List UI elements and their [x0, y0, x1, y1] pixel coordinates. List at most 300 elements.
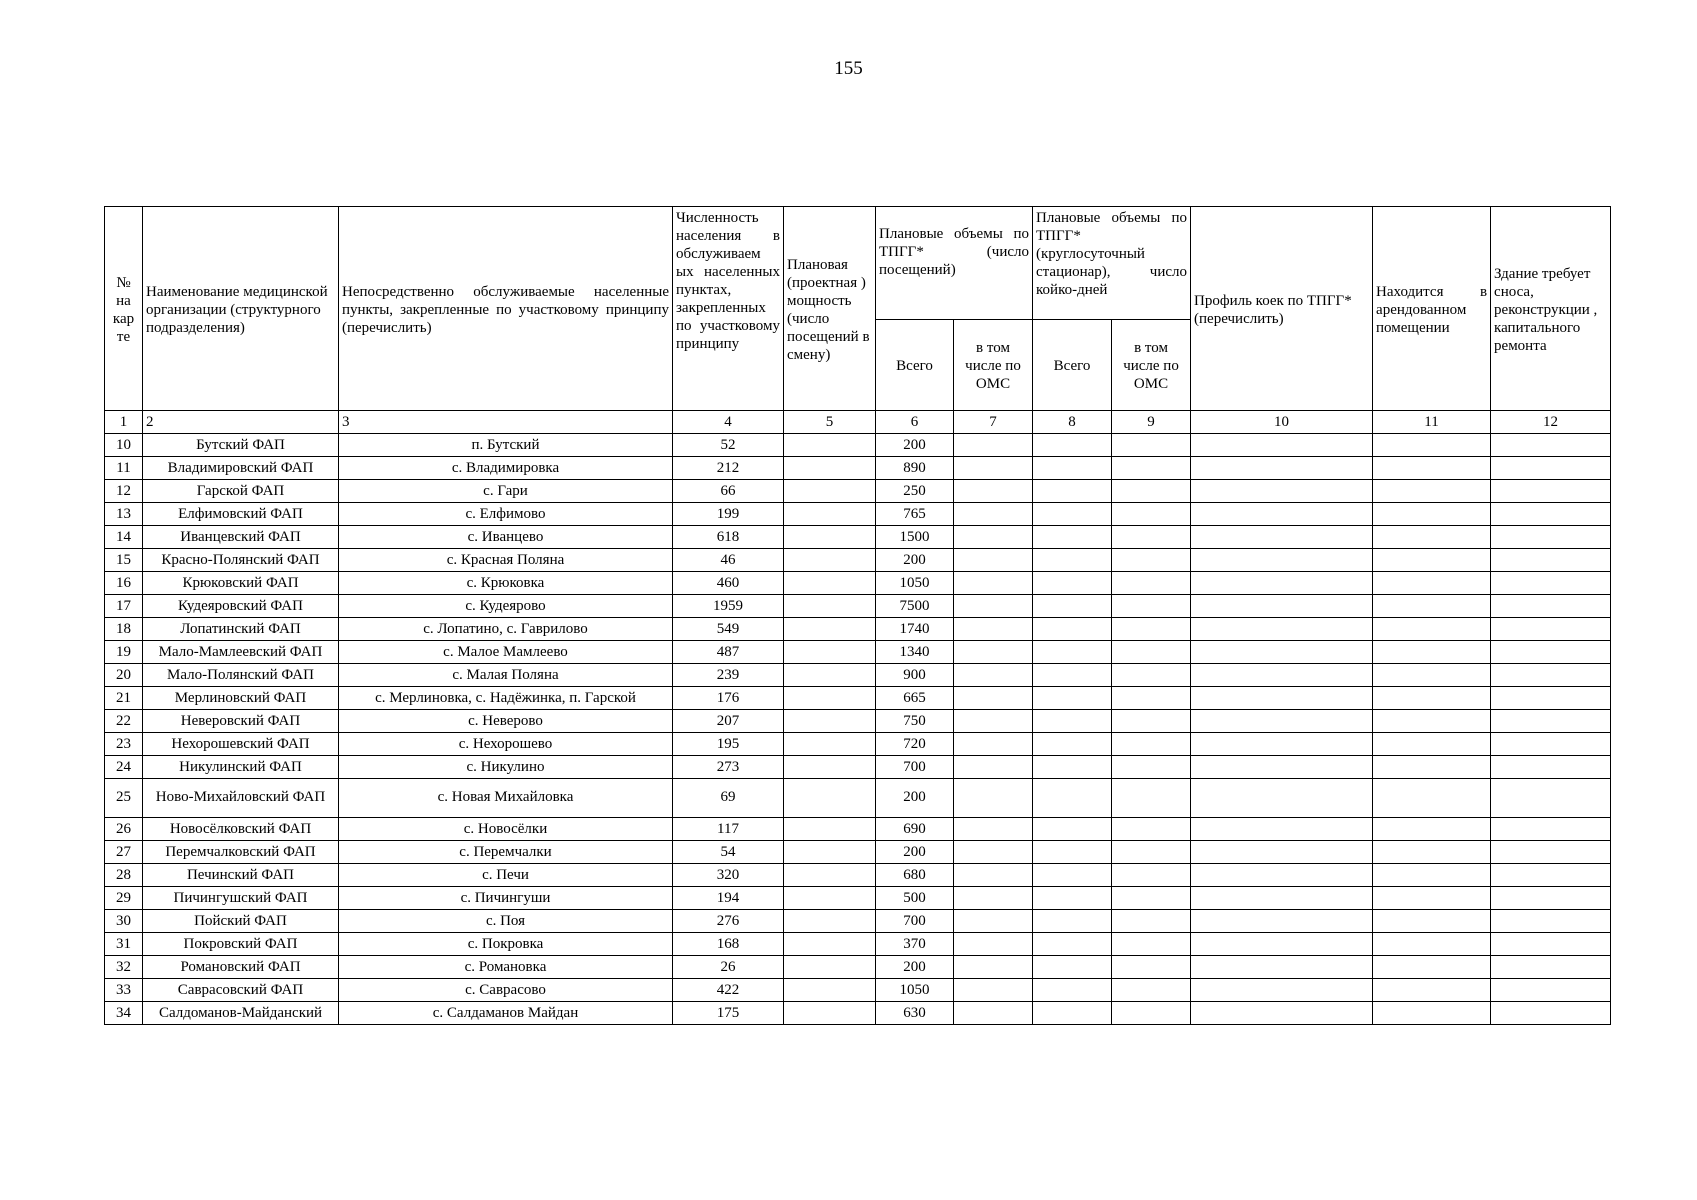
cell-rented [1373, 549, 1491, 572]
cell-rented [1373, 618, 1491, 641]
cell-building-repair [1491, 1002, 1611, 1025]
cell-organization-name: Печинский ФАП [143, 864, 339, 887]
cell-beddays-total [1033, 933, 1112, 956]
cell-organization-name: Новосёлковский ФАП [143, 818, 339, 841]
cell-rented [1373, 864, 1491, 887]
cell-rented [1373, 526, 1491, 549]
cell-number: 18 [105, 618, 143, 641]
cell-bed-profile [1191, 641, 1373, 664]
cell-rented [1373, 664, 1491, 687]
header-beddays-total: Всего [1033, 320, 1112, 411]
cell-population: 66 [673, 480, 784, 503]
cell-bed-profile [1191, 526, 1373, 549]
header-rented: Находится в арендованном помещении [1373, 207, 1491, 411]
cell-beddays-total [1033, 979, 1112, 1002]
cell-capacity [784, 595, 876, 618]
table-row [105, 910, 1611, 933]
cell-number: 33 [105, 979, 143, 1002]
cell-settlements: с. Лопатино, с. Гаврилово [339, 618, 673, 641]
cell-beddays-oms [1112, 979, 1191, 1002]
cell-beddays-total [1033, 434, 1112, 457]
column-number: 7 [954, 411, 1033, 434]
cell-bed-profile [1191, 549, 1373, 572]
cell-building-repair [1491, 480, 1611, 503]
cell-beddays-oms [1112, 664, 1191, 687]
column-number: 4 [673, 411, 784, 434]
cell-bed-profile [1191, 664, 1373, 687]
cell-population: 199 [673, 503, 784, 526]
cell-organization-name: Саврасовский ФАП [143, 979, 339, 1002]
cell-visits-oms [954, 503, 1033, 526]
cell-visits-total: 200 [876, 434, 954, 457]
cell-organization-name: Лопатинский ФАП [143, 618, 339, 641]
cell-bed-profile [1191, 979, 1373, 1002]
cell-settlements: с. Елфимово [339, 503, 673, 526]
cell-capacity [784, 779, 876, 818]
cell-capacity [784, 733, 876, 756]
header-organization: Наименование медицинской организации (структурного подразделения) [143, 207, 339, 411]
header-planned-beddays: Плановые объемы по ТПГГ* (круглосуточный стационар), число койко-дней [1033, 207, 1191, 320]
cell-visits-oms [954, 618, 1033, 641]
cell-bed-profile [1191, 910, 1373, 933]
cell-visits-oms [954, 687, 1033, 710]
table-row [105, 526, 1611, 549]
cell-settlements: с. Новосёлки [339, 818, 673, 841]
cell-settlements: с. Романовка [339, 956, 673, 979]
cell-building-repair [1491, 779, 1611, 818]
column-number: 2 [143, 411, 339, 434]
table-row [105, 818, 1611, 841]
cell-building-repair [1491, 687, 1611, 710]
cell-capacity [784, 480, 876, 503]
column-number: 8 [1033, 411, 1112, 434]
cell-population: 117 [673, 818, 784, 841]
cell-population: 1959 [673, 595, 784, 618]
cell-visits-oms [954, 910, 1033, 933]
cell-population: 176 [673, 687, 784, 710]
cell-number: 21 [105, 687, 143, 710]
cell-population: 46 [673, 549, 784, 572]
table-row [105, 687, 1611, 710]
cell-building-repair [1491, 887, 1611, 910]
cell-beddays-oms [1112, 956, 1191, 979]
cell-number: 22 [105, 710, 143, 733]
table-row [105, 572, 1611, 595]
cell-beddays-total [1033, 687, 1112, 710]
cell-building-repair [1491, 641, 1611, 664]
cell-organization-name: Кудеяровский ФАП [143, 595, 339, 618]
cell-building-repair [1491, 664, 1611, 687]
table-row [105, 756, 1611, 779]
cell-beddays-oms [1112, 1002, 1191, 1025]
cell-settlements: с. Печи [339, 864, 673, 887]
cell-beddays-total [1033, 779, 1112, 818]
cell-organization-name: Салдоманов-Майданский [143, 1002, 339, 1025]
cell-capacity [784, 910, 876, 933]
cell-rented [1373, 1002, 1491, 1025]
cell-beddays-total [1033, 572, 1112, 595]
cell-visits-oms [954, 818, 1033, 841]
header-settlements: Непосредственно обслуживаемые населенные пункты, закрепленные по участковому принципу (перечислить) [339, 207, 673, 411]
cell-building-repair [1491, 733, 1611, 756]
cell-beddays-total [1033, 818, 1112, 841]
cell-number: 27 [105, 841, 143, 864]
cell-building-repair [1491, 756, 1611, 779]
cell-population: 26 [673, 956, 784, 979]
cell-rented [1373, 887, 1491, 910]
cell-settlements: с. Новая Михайловка [339, 779, 673, 818]
cell-beddays-total [1033, 956, 1112, 979]
table-row [105, 641, 1611, 664]
cell-population: 618 [673, 526, 784, 549]
cell-building-repair [1491, 841, 1611, 864]
cell-bed-profile [1191, 457, 1373, 480]
cell-settlements: с. Нехорошево [339, 733, 673, 756]
cell-capacity [784, 887, 876, 910]
cell-number: 26 [105, 818, 143, 841]
cell-organization-name: Бутский ФАП [143, 434, 339, 457]
cell-visits-total: 1740 [876, 618, 954, 641]
cell-beddays-total [1033, 910, 1112, 933]
cell-capacity [784, 818, 876, 841]
cell-capacity [784, 664, 876, 687]
cell-capacity [784, 841, 876, 864]
column-number: 6 [876, 411, 954, 434]
cell-capacity [784, 956, 876, 979]
cell-visits-total: 700 [876, 756, 954, 779]
cell-organization-name: Гарской ФАП [143, 480, 339, 503]
cell-beddays-oms [1112, 549, 1191, 572]
cell-visits-oms [954, 979, 1033, 1002]
cell-building-repair [1491, 618, 1611, 641]
cell-number: 24 [105, 756, 143, 779]
column-number: 9 [1112, 411, 1191, 434]
cell-rented [1373, 434, 1491, 457]
cell-population: 239 [673, 664, 784, 687]
cell-capacity [784, 710, 876, 733]
cell-visits-oms [954, 1002, 1033, 1025]
table-row [105, 887, 1611, 910]
cell-bed-profile [1191, 887, 1373, 910]
cell-capacity [784, 503, 876, 526]
cell-beddays-oms [1112, 572, 1191, 595]
cell-building-repair [1491, 526, 1611, 549]
cell-population: 460 [673, 572, 784, 595]
cell-beddays-total [1033, 641, 1112, 664]
cell-visits-oms [954, 933, 1033, 956]
cell-visits-total: 1050 [876, 572, 954, 595]
table-row [105, 841, 1611, 864]
cell-beddays-oms [1112, 457, 1191, 480]
cell-settlements: п. Бутский [339, 434, 673, 457]
cell-rented [1373, 457, 1491, 480]
cell-bed-profile [1191, 710, 1373, 733]
cell-visits-oms [954, 664, 1033, 687]
table-header [105, 207, 1611, 434]
cell-number: 10 [105, 434, 143, 457]
cell-capacity [784, 933, 876, 956]
cell-population: 320 [673, 864, 784, 887]
cell-number: 14 [105, 526, 143, 549]
cell-number: 29 [105, 887, 143, 910]
cell-visits-total: 500 [876, 887, 954, 910]
cell-capacity [784, 864, 876, 887]
cell-beddays-oms [1112, 503, 1191, 526]
cell-beddays-total [1033, 756, 1112, 779]
cell-beddays-total [1033, 733, 1112, 756]
cell-organization-name: Пойский ФАП [143, 910, 339, 933]
table-row [105, 733, 1611, 756]
column-number: 5 [784, 411, 876, 434]
cell-beddays-total [1033, 710, 1112, 733]
cell-organization-name: Иванцевский ФАП [143, 526, 339, 549]
column-number: 12 [1491, 411, 1611, 434]
cell-visits-total: 1500 [876, 526, 954, 549]
cell-number: 15 [105, 549, 143, 572]
cell-visits-total: 250 [876, 480, 954, 503]
cell-beddays-oms [1112, 887, 1191, 910]
cell-organization-name: Покровский ФАП [143, 933, 339, 956]
cell-visits-oms [954, 956, 1033, 979]
cell-visits-oms [954, 457, 1033, 480]
header-beddays-oms: в том числе по ОМС [1112, 320, 1191, 411]
cell-organization-name: Мерлиновский ФАП [143, 687, 339, 710]
cell-visits-oms [954, 595, 1033, 618]
cell-capacity [784, 549, 876, 572]
cell-number: 20 [105, 664, 143, 687]
cell-visits-total: 200 [876, 841, 954, 864]
cell-rented [1373, 503, 1491, 526]
cell-building-repair [1491, 979, 1611, 1002]
table-row [105, 503, 1611, 526]
cell-capacity [784, 526, 876, 549]
cell-organization-name: Пичингушский ФАП [143, 887, 339, 910]
cell-population: 207 [673, 710, 784, 733]
cell-number: 25 [105, 779, 143, 818]
table-row [105, 595, 1611, 618]
table-row [105, 434, 1611, 457]
cell-building-repair [1491, 710, 1611, 733]
cell-bed-profile [1191, 933, 1373, 956]
cell-settlements: с. Саврасово [339, 979, 673, 1002]
cell-beddays-total [1033, 503, 1112, 526]
cell-beddays-oms [1112, 733, 1191, 756]
table-row [105, 1002, 1611, 1025]
cell-beddays-total [1033, 1002, 1112, 1025]
cell-settlements: с. Покровка [339, 933, 673, 956]
cell-population: 549 [673, 618, 784, 641]
cell-bed-profile [1191, 841, 1373, 864]
cell-settlements: с. Владимировка [339, 457, 673, 480]
cell-organization-name: Мало-Мамлеевский ФАП [143, 641, 339, 664]
cell-number: 23 [105, 733, 143, 756]
cell-building-repair [1491, 549, 1611, 572]
cell-capacity [784, 572, 876, 595]
cell-visits-oms [954, 756, 1033, 779]
table-row [105, 664, 1611, 687]
cell-number: 17 [105, 595, 143, 618]
cell-beddays-total [1033, 841, 1112, 864]
cell-visits-oms [954, 549, 1033, 572]
cell-organization-name: Елфимовский ФАП [143, 503, 339, 526]
cell-rented [1373, 595, 1491, 618]
cell-organization-name: Ново-Михайловский ФАП [143, 779, 339, 818]
cell-bed-profile [1191, 779, 1373, 818]
cell-visits-total: 720 [876, 733, 954, 756]
cell-visits-oms [954, 779, 1033, 818]
cell-beddays-total [1033, 618, 1112, 641]
cell-population: 194 [673, 887, 784, 910]
cell-building-repair [1491, 595, 1611, 618]
cell-number: 31 [105, 933, 143, 956]
column-number: 3 [339, 411, 673, 434]
header-bed-profile: Профиль коек по ТПГГ* (перечислить) [1191, 207, 1373, 411]
cell-visits-oms [954, 480, 1033, 503]
header-number: № на кар те [105, 207, 143, 411]
cell-number: 30 [105, 910, 143, 933]
cell-beddays-total [1033, 480, 1112, 503]
cell-settlements: с. Салдаманов Майдан [339, 1002, 673, 1025]
cell-visits-total: 680 [876, 864, 954, 887]
cell-beddays-oms [1112, 779, 1191, 818]
cell-beddays-oms [1112, 818, 1191, 841]
cell-organization-name: Крюковский ФАП [143, 572, 339, 595]
cell-building-repair [1491, 572, 1611, 595]
table-row [105, 618, 1611, 641]
cell-organization-name: Перемчалковский ФАП [143, 841, 339, 864]
table-row [105, 979, 1611, 1002]
cell-beddays-oms [1112, 864, 1191, 887]
cell-population: 54 [673, 841, 784, 864]
cell-population: 487 [673, 641, 784, 664]
cell-population: 273 [673, 756, 784, 779]
cell-rented [1373, 572, 1491, 595]
cell-bed-profile [1191, 480, 1373, 503]
cell-visits-oms [954, 572, 1033, 595]
table-row [105, 549, 1611, 572]
column-number: 10 [1191, 411, 1373, 434]
cell-building-repair [1491, 864, 1611, 887]
cell-beddays-oms [1112, 756, 1191, 779]
cell-beddays-oms [1112, 841, 1191, 864]
cell-number: 19 [105, 641, 143, 664]
column-number: 11 [1373, 411, 1491, 434]
cell-beddays-total [1033, 664, 1112, 687]
header-visits-oms: в том числе по ОМС [954, 320, 1033, 411]
header-capacity: Плановая (проектная ) мощность (число посещений в смену) [784, 207, 876, 411]
cell-settlements: с. Перемчалки [339, 841, 673, 864]
table-row [105, 956, 1611, 979]
cell-organization-name: Нехорошевский ФАП [143, 733, 339, 756]
cell-rented [1373, 979, 1491, 1002]
cell-beddays-oms [1112, 933, 1191, 956]
cell-visits-total: 890 [876, 457, 954, 480]
table-body [105, 434, 1611, 1025]
cell-number: 12 [105, 480, 143, 503]
cell-visits-total: 900 [876, 664, 954, 687]
page-number: 155 [834, 58, 863, 79]
cell-building-repair [1491, 503, 1611, 526]
cell-rented [1373, 733, 1491, 756]
table-row [105, 457, 1611, 480]
cell-organization-name: Неверовский ФАП [143, 710, 339, 733]
cell-settlements: с. Никулино [339, 756, 673, 779]
cell-population: 52 [673, 434, 784, 457]
cell-visits-total: 630 [876, 1002, 954, 1025]
cell-rented [1373, 641, 1491, 664]
cell-population: 69 [673, 779, 784, 818]
cell-settlements: с. Неверово [339, 710, 673, 733]
cell-settlements: с. Гари [339, 480, 673, 503]
cell-beddays-oms [1112, 480, 1191, 503]
table-row [105, 933, 1611, 956]
cell-visits-total: 7500 [876, 595, 954, 618]
cell-rented [1373, 910, 1491, 933]
cell-visits-oms [954, 733, 1033, 756]
cell-capacity [784, 756, 876, 779]
cell-bed-profile [1191, 618, 1373, 641]
cell-bed-profile [1191, 733, 1373, 756]
header-visits-total: Всего [876, 320, 954, 411]
cell-beddays-total [1033, 887, 1112, 910]
cell-settlements: с. Малое Мамлеево [339, 641, 673, 664]
cell-rented [1373, 956, 1491, 979]
cell-visits-oms [954, 434, 1033, 457]
header-building-repair: Здание требует сноса, реконструкции , капитального ремонта [1491, 207, 1611, 411]
cell-bed-profile [1191, 956, 1373, 979]
cell-building-repair [1491, 457, 1611, 480]
cell-beddays-total [1033, 864, 1112, 887]
cell-bed-profile [1191, 503, 1373, 526]
cell-building-repair [1491, 933, 1611, 956]
cell-visits-total: 765 [876, 503, 954, 526]
cell-visits-total: 200 [876, 956, 954, 979]
cell-number: 34 [105, 1002, 143, 1025]
cell-bed-profile [1191, 595, 1373, 618]
cell-settlements: с. Малая Поляна [339, 664, 673, 687]
cell-capacity [784, 641, 876, 664]
cell-population: 212 [673, 457, 784, 480]
cell-bed-profile [1191, 818, 1373, 841]
cell-number: 13 [105, 503, 143, 526]
cell-building-repair [1491, 910, 1611, 933]
cell-bed-profile [1191, 756, 1373, 779]
cell-beddays-oms [1112, 910, 1191, 933]
cell-visits-oms [954, 864, 1033, 887]
cell-organization-name: Никулинский ФАП [143, 756, 339, 779]
cell-capacity [784, 1002, 876, 1025]
cell-visits-total: 370 [876, 933, 954, 956]
cell-visits-total: 1340 [876, 641, 954, 664]
cell-beddays-oms [1112, 710, 1191, 733]
cell-settlements: с. Иванцево [339, 526, 673, 549]
cell-rented [1373, 818, 1491, 841]
table-row [105, 864, 1611, 887]
cell-population: 175 [673, 1002, 784, 1025]
cell-organization-name: Владимировский ФАП [143, 457, 339, 480]
facilities-table [104, 206, 1611, 1025]
cell-settlements: с. Крюковка [339, 572, 673, 595]
header-population: Численность населения в обслуживаем ых населенных пунктах, закрепленных по участковому принципу [673, 207, 784, 411]
cell-visits-total: 690 [876, 818, 954, 841]
cell-rented [1373, 480, 1491, 503]
cell-visits-oms [954, 887, 1033, 910]
cell-visits-total: 200 [876, 549, 954, 572]
cell-capacity [784, 618, 876, 641]
cell-capacity [784, 434, 876, 457]
cell-settlements: с. Пичингуши [339, 887, 673, 910]
cell-beddays-oms [1112, 526, 1191, 549]
